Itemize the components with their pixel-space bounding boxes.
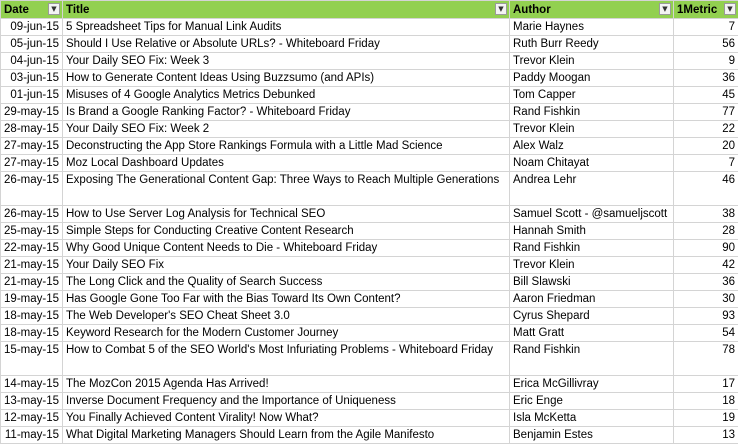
cell-title[interactable]: Moz Local Dashboard Updates <box>63 155 510 172</box>
cell-author[interactable]: Matt Gratt <box>510 325 674 342</box>
table-row <box>1 172 738 206</box>
column-header-label: Date <box>4 3 29 16</box>
cell-author[interactable]: Bill Slawski <box>510 274 674 291</box>
cell-metric[interactable]: 90 <box>674 240 738 257</box>
cell-date[interactable]: 22-may-15 <box>1 240 63 257</box>
cell-title[interactable]: What Digital Marketing Managers Should Learn from the Agile Manifesto <box>63 427 510 444</box>
dropdown-arrow-icon[interactable]: ▼ <box>48 3 60 15</box>
header-row <box>1 1 738 19</box>
cell-date[interactable]: 11-may-15 <box>1 427 63 444</box>
table-row <box>1 376 738 393</box>
table-row <box>1 19 738 36</box>
cell-title[interactable]: Your Daily SEO Fix: Week 3 <box>63 53 510 70</box>
cell-date[interactable]: 29-may-15 <box>1 104 63 121</box>
cell-metric[interactable]: 7 <box>674 19 738 36</box>
cell-metric[interactable]: 54 <box>674 325 738 342</box>
cell-date[interactable]: 15-may-15 <box>1 342 63 376</box>
table-row <box>1 427 738 444</box>
cell-date[interactable]: 28-may-15 <box>1 121 63 138</box>
cell-metric[interactable]: 36 <box>674 70 738 87</box>
column-header-metric[interactable] <box>674 1 738 19</box>
table-row <box>1 325 738 342</box>
cell-author[interactable]: Rand Fishkin <box>510 342 674 376</box>
table-row <box>1 87 738 104</box>
table-row <box>1 410 738 427</box>
cell-date[interactable]: 18-may-15 <box>1 308 63 325</box>
cell-date[interactable]: 18-may-15 <box>1 325 63 342</box>
cell-title[interactable]: Exposing The Generational Content Gap: Three Ways to Reach Multiple Generations <box>63 172 510 206</box>
column-header-date[interactable] <box>1 1 63 19</box>
cell-date[interactable]: 09-jun-15 <box>1 19 63 36</box>
cell-date[interactable]: 25-may-15 <box>1 223 63 240</box>
cell-date[interactable]: 12-may-15 <box>1 410 63 427</box>
cell-author[interactable]: Hannah Smith <box>510 223 674 240</box>
cell-metric[interactable]: 56 <box>674 36 738 53</box>
table-row <box>1 308 738 325</box>
cell-metric[interactable]: 22 <box>674 121 738 138</box>
cell-metric[interactable]: 13 <box>674 427 738 444</box>
cell-date[interactable]: 03-jun-15 <box>1 70 63 87</box>
table-row <box>1 393 738 410</box>
table-row <box>1 257 738 274</box>
cell-title[interactable]: The MozCon 2015 Agenda Has Arrived! <box>63 376 510 393</box>
cell-author[interactable]: Tom Capper <box>510 87 674 104</box>
cell-title[interactable]: Inverse Document Frequency and the Importance of Uniqueness <box>63 393 510 410</box>
cell-author[interactable]: Andrea Lehr <box>510 172 674 206</box>
cell-title[interactable]: You Finally Achieved Content Virality! Now What? <box>63 410 510 427</box>
cell-title[interactable]: Keyword Research for the Modern Customer Journey <box>63 325 510 342</box>
table-row <box>1 342 738 376</box>
cell-metric[interactable]: 45 <box>674 87 738 104</box>
cell-date[interactable]: 26-may-15 <box>1 172 63 206</box>
cell-metric[interactable]: 9 <box>674 53 738 70</box>
cell-title[interactable]: Your Daily SEO Fix <box>63 257 510 274</box>
column-header-title[interactable] <box>63 1 510 19</box>
cell-title[interactable]: 5 Spreadsheet Tips for Manual Link Audits <box>63 19 510 36</box>
cell-author[interactable]: Trevor Klein <box>510 257 674 274</box>
table-body <box>1 19 738 444</box>
cell-metric[interactable]: 18 <box>674 393 738 410</box>
cell-author[interactable]: Noam Chitayat <box>510 155 674 172</box>
cell-author[interactable]: Eric Enge <box>510 393 674 410</box>
table-row <box>1 36 738 53</box>
cell-date[interactable]: 26-may-15 <box>1 206 63 223</box>
table-row <box>1 291 738 308</box>
cell-author[interactable]: Erica McGillivray <box>510 376 674 393</box>
cell-title[interactable]: How to Combat 5 of the SEO World's Most Infuriating Problems - Whiteboard Friday <box>63 342 510 376</box>
cell-title[interactable]: The Web Developer's SEO Cheat Sheet 3.0 <box>63 308 510 325</box>
cell-metric[interactable]: 28 <box>674 223 738 240</box>
cell-title[interactable]: How to Generate Content Ideas Using Buzzsumo (and APIs) <box>63 70 510 87</box>
cell-date[interactable]: 13-may-15 <box>1 393 63 410</box>
table-row <box>1 274 738 291</box>
cell-date[interactable]: 01-jun-15 <box>1 87 63 104</box>
cell-metric[interactable]: 78 <box>674 342 738 376</box>
cell-date[interactable]: 05-jun-15 <box>1 36 63 53</box>
cell-author[interactable]: Rand Fishkin <box>510 104 674 121</box>
cell-metric[interactable]: 36 <box>674 274 738 291</box>
cell-date[interactable]: 27-may-15 <box>1 138 63 155</box>
table-row <box>1 223 738 240</box>
cell-author[interactable]: Ruth Burr Reedy <box>510 36 674 53</box>
cell-date[interactable]: 04-jun-15 <box>1 53 63 70</box>
cell-author[interactable]: Paddy Moogan <box>510 70 674 87</box>
cell-metric[interactable]: 77 <box>674 104 738 121</box>
cell-author[interactable]: Cyrus Shepard <box>510 308 674 325</box>
cell-author[interactable]: Alex Walz <box>510 138 674 155</box>
column-header-label: Author <box>513 3 551 16</box>
cell-date[interactable]: 21-may-15 <box>1 257 63 274</box>
cell-metric[interactable]: 19 <box>674 410 738 427</box>
cell-date[interactable]: 19-may-15 <box>1 291 63 308</box>
cell-author[interactable]: Benjamin Estes <box>510 427 674 444</box>
cell-metric[interactable]: 7 <box>674 155 738 172</box>
cell-author[interactable]: Marie Haynes <box>510 19 674 36</box>
table-row <box>1 53 738 70</box>
cell-title[interactable]: Simple Steps for Conducting Creative Content Research <box>63 223 510 240</box>
table-row <box>1 155 738 172</box>
cell-metric[interactable]: 46 <box>674 172 738 206</box>
cell-author[interactable]: Rand Fishkin <box>510 240 674 257</box>
cell-title[interactable]: Your Daily SEO Fix: Week 2 <box>63 121 510 138</box>
table-row <box>1 70 738 87</box>
cell-title[interactable]: Deconstructing the App Store Rankings Formula with a Little Mad Science <box>63 138 510 155</box>
table-row <box>1 138 738 155</box>
cell-author[interactable]: Isla McKetta <box>510 410 674 427</box>
table-row <box>1 240 738 257</box>
cell-author[interactable]: Aaron Friedman <box>510 291 674 308</box>
cell-title[interactable]: Misuses of 4 Google Analytics Metrics Debunked <box>63 87 510 104</box>
cell-title[interactable]: Has Google Gone Too Far with the Bias Toward Its Own Content? <box>63 291 510 308</box>
cell-title[interactable]: How to Use Server Log Analysis for Technical SEO <box>63 206 510 223</box>
cell-metric[interactable]: 38 <box>674 206 738 223</box>
cell-author[interactable]: Samuel Scott - @samueljscott <box>510 206 674 223</box>
table-row <box>1 104 738 121</box>
cell-title[interactable]: The Long Click and the Quality of Search Success <box>63 274 510 291</box>
cell-metric[interactable]: 93 <box>674 308 738 325</box>
column-header-author[interactable] <box>510 1 674 19</box>
table-row <box>1 206 738 223</box>
column-header-label: 1Metric <box>677 3 718 16</box>
cell-author[interactable]: Trevor Klein <box>510 121 674 138</box>
table-row <box>1 121 738 138</box>
cell-date[interactable]: 14-may-15 <box>1 376 63 393</box>
column-header-label: Title <box>66 3 90 16</box>
cell-author[interactable]: Trevor Klein <box>510 53 674 70</box>
dropdown-arrow-icon[interactable]: ▼ <box>659 3 671 15</box>
cell-date[interactable]: 21-may-15 <box>1 274 63 291</box>
cell-title[interactable]: Why Good Unique Content Needs to Die - Whiteboard Friday <box>63 240 510 257</box>
dropdown-arrow-icon[interactable]: ▼ <box>495 3 507 15</box>
cell-metric[interactable]: 42 <box>674 257 738 274</box>
cell-title[interactable]: Should I Use Relative or Absolute URLs? - Whiteboard Friday <box>63 36 510 53</box>
cell-title[interactable]: Is Brand a Google Ranking Factor? - Whiteboard Friday <box>63 104 510 121</box>
cell-metric[interactable]: 20 <box>674 138 738 155</box>
cell-metric[interactable]: 30 <box>674 291 738 308</box>
cell-metric[interactable]: 17 <box>674 376 738 393</box>
dropdown-arrow-icon[interactable]: ▼ <box>724 3 736 15</box>
cell-date[interactable]: 27-may-15 <box>1 155 63 172</box>
